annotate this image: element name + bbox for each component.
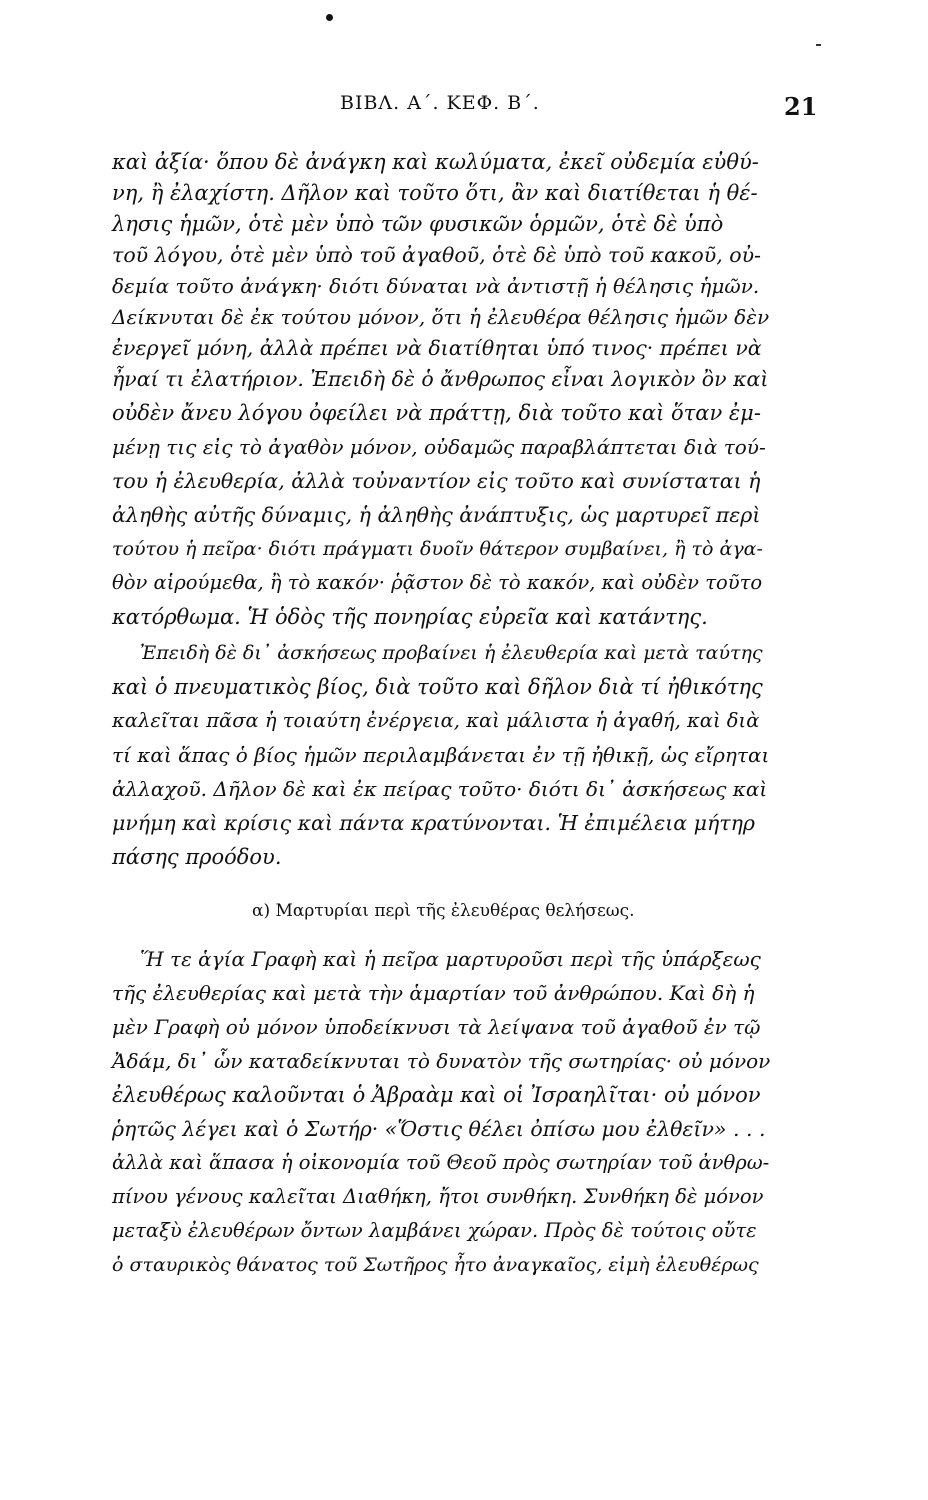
- text-line: λησις ἡμῶν, ὁτὲ μὲν ὑπὸ τῶν φυσικῶν ὁρμῶν, ὁτὲ δὲ ὑπὸ: [112, 212, 724, 236]
- text-line: θὸν αἱρούμεθα, ἢ τὸ κακόν· ῥᾷστον δὲ τὸ κακόν, καὶ οὐδὲν τοῦτο: [112, 571, 763, 594]
- text-line: ἀληθὴς αὐτῆς δύναμις, ἡ ἀληθὴς ἀνάπτυξις, ὡς μαρτυρεῖ περὶ: [112, 503, 761, 527]
- text-line: μένῃ τις εἰς τὸ ἀγαθὸν μόνον, οὐδαμῶς παραβλάπτεται διὰ τού-: [112, 435, 766, 459]
- text-line: καλεῖται πᾶσα ἡ τοιαύτη ἐνέργεια, καὶ μάλιστα ἡ ἀγαθή, καὶ διὰ: [112, 709, 760, 732]
- text-line: οὐδὲν ἄνευ λόγου ὀφείλει νὰ πράττῃ, διὰ τοῦτο καὶ ὅταν ἐμ-: [112, 401, 761, 425]
- text-line: ὁ σταυρικὸς θάνατος τοῦ Σωτῆρος ἦτο ἀναγκαῖος, εἰμὴ ἐλευθέρως: [112, 1254, 759, 1276]
- text-line: πίνου γένους καλεῖται Διαθήκη, ἤτοι συνθήκη. Συνθήκη δὲ μόνον: [112, 1185, 764, 1208]
- running-head: ΒΙΒΛ. Α΄. ΚΕΦ. Β΄.: [340, 92, 540, 114]
- text-line: ἐλευθέρως καλοῦνται ὁ Ἀβραὰμ καὶ οἱ Ἰσραηλῖται· οὐ μόνον: [112, 1083, 761, 1107]
- text-line: μὲν Γραφὴ οὐ μόνον ὑποδείκνυσι τὰ λείψανα τοῦ ἀγαθοῦ ἐν τῷ: [112, 1015, 761, 1039]
- text-line: τί καὶ ἅπας ὁ βίος ἡμῶν περιλαμβάνεται ἐν τῇ ἠθικῇ, ὡς εἴρηται: [112, 743, 770, 767]
- text-line: καὶ ἀξία· ὅπου δὲ ἀνάγκη καὶ κωλύματα, ἐκεῖ οὐδεμία εὐθύ-: [112, 150, 759, 174]
- text-line: Ἐπειδὴ δὲ δι᾽ ἀσκήσεως προβαίνει ἡ ἐλευθερία καὶ μετὰ ταύτης: [140, 642, 763, 664]
- text-line: ῥητῶς λέγει καὶ ὁ Σωτήρ· «Ὅστις θέλει ὀπίσω μου ἐλθεῖν» . . .: [112, 1117, 766, 1141]
- text-line: τῆς ἐλευθερίας καὶ μετὰ τὴν ἁμαρτίαν τοῦ ἀνθρώπου. Καὶ δὴ ἡ: [112, 981, 755, 1005]
- text-line: ἐνεργεῖ μόνη, ἀλλὰ πρέπει νὰ διατίθηται ὑπό τινος· πρέπει νὰ: [112, 336, 762, 360]
- text-line: του ἡ ἐλευθερία, ἀλλὰ τοὐναντίον εἰς τοῦτο καὶ συνίσταται ἡ: [112, 469, 761, 493]
- text-line: καὶ ὁ πνευματικὸς βίος, διὰ τοῦτο καὶ δῆλον διὰ τί ἠθικότης: [112, 675, 763, 699]
- ink-speck: [326, 14, 333, 21]
- text-line: μνήμη καὶ κρίσις καὶ πάντα κρατύνονται. Ἡ ἐπιμέλεια μήτηρ: [112, 811, 755, 835]
- page-number: 21: [784, 92, 818, 121]
- text-line: Δείκνυται δὲ ἐκ τούτου μόνον, ὅτι ἡ ἐλευθέρα θέλησις ἡμῶν δὲν: [112, 305, 770, 329]
- text-line: ἦναί τι ἐλατήριον. Ἐπειδὴ δὲ ὁ ἄνθρωπος εἶναι λογικὸν ὂν καὶ: [112, 367, 769, 391]
- text-line: τούτου ἡ πεῖρα· διότι πράγματι δυοῖν θάτερον συμβαίνει, ἢ τὸ ἀγα-: [112, 538, 763, 560]
- text-line: τοῦ λόγου, ὁτὲ μὲν ὑπὸ τοῦ ἀγαθοῦ, ὁτὲ δὲ ὑπὸ τοῦ κακοῦ, οὐ-: [112, 243, 761, 267]
- text-line: ἀλλὰ καὶ ἅπασα ἡ οἰκονομία τοῦ Θεοῦ πρὸς σωτηρίαν τοῦ ἀνθρω-: [112, 1151, 770, 1174]
- text-line: νη, ἢ ἐλαχίστη. Δῆλον καὶ τοῦτο ὅτι, ἂν καὶ διατίθεται ἡ θέ-: [112, 181, 758, 205]
- ink-mark: [816, 44, 821, 46]
- text-line: Ἥ τε ἁγία Γραφὴ καὶ ἡ πεῖρα μαρτυροῦσι περὶ τῆς ὑπάρξεως: [140, 947, 761, 971]
- text-line: μεταξὺ ἐλευθέρων ὄντων λαμβάνει χώραν. Πρὸς δὲ τούτοις οὔτε: [112, 1219, 757, 1242]
- text-line: πάσης προόδου.: [112, 845, 282, 869]
- section-heading: α) Μαρτυρίαι περὶ τῆς ἐλευθέρας θελήσεως.: [252, 901, 635, 921]
- text-line: δεμία τοῦτο ἀνάγκη· διότι δύναται νὰ ἀντιστῇ ἡ θέλησις ἡμῶν.: [112, 274, 760, 298]
- text-line: Ἀδάμ, δι᾽ ὧν καταδείκνυται τὸ δυνατὸν τῆς σωτηρίας· οὐ μόνον: [112, 1049, 771, 1073]
- text-line: κατόρθωμα. Ἡ ὁδὸς τῆς πονηρίας εὐρεῖα καὶ κατάντης.: [112, 605, 708, 629]
- text-line: ἀλλαχοῦ. Δῆλον δὲ καὶ ἐκ πείρας τοῦτο· διότι δι᾽ ἀσκήσεως καὶ: [112, 777, 768, 801]
